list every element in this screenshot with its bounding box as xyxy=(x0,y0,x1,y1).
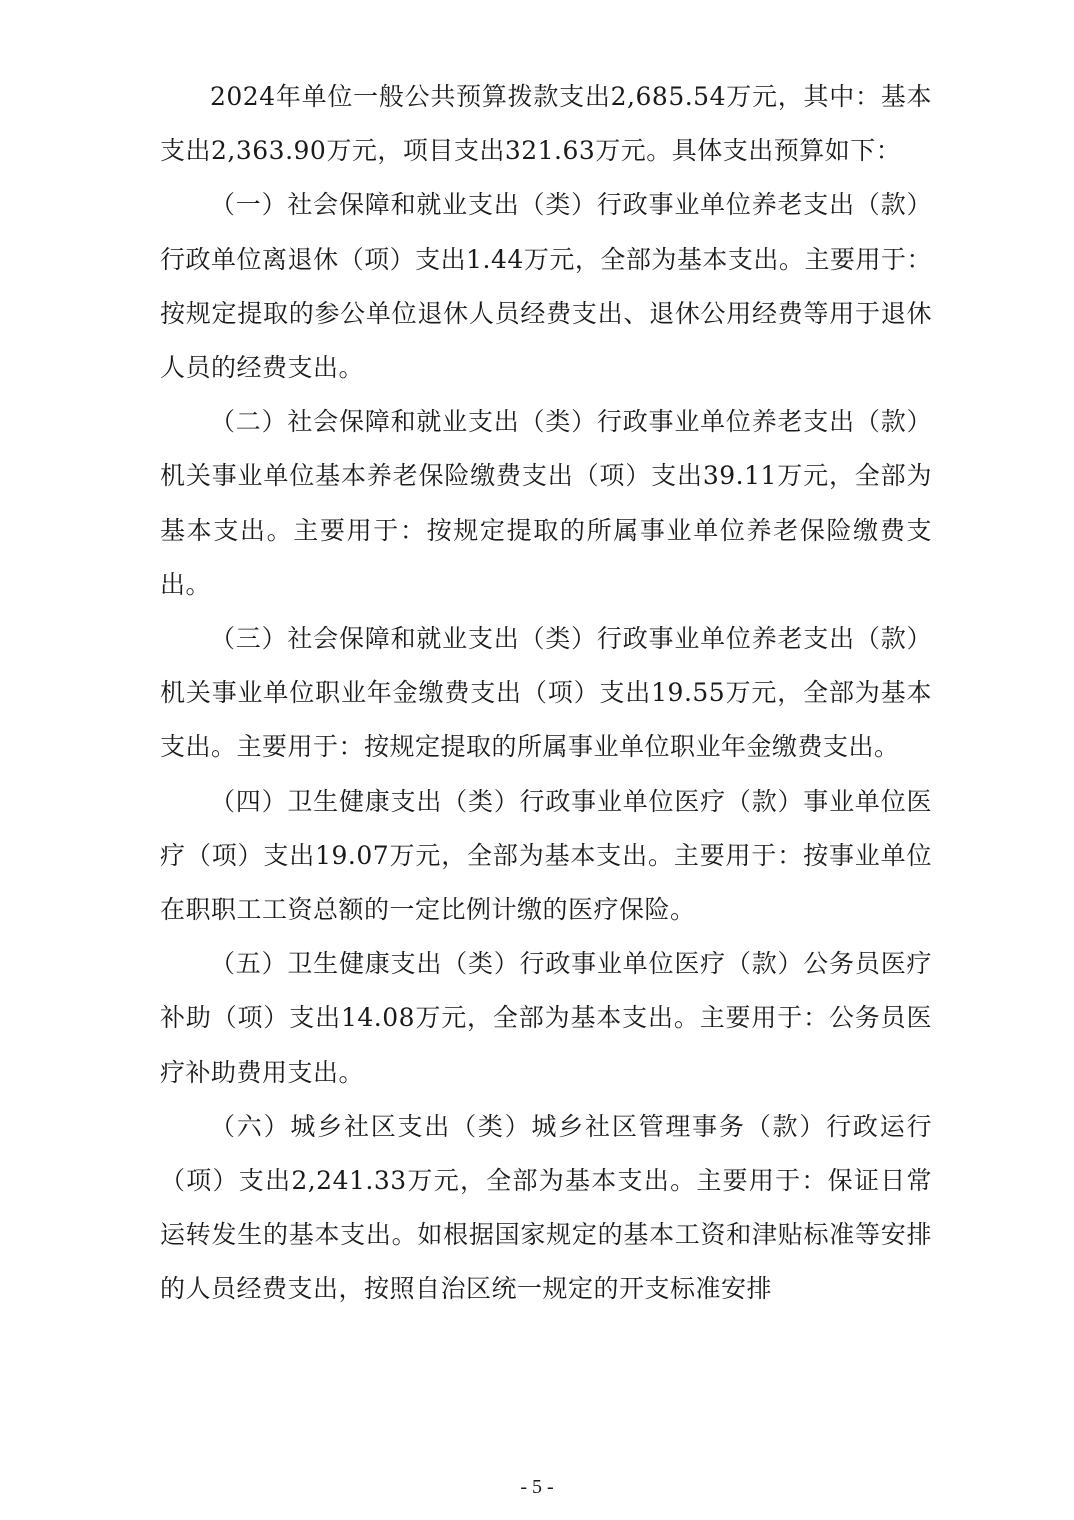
paragraph-item-5-civil-servant-medical: （五）卫生健康支出（类）行政事业单位医疗（款）公务员医疗补助（项）支出14.08万元，全部为基本支出。主要用于：公务员医疗补助费用支出。 xyxy=(160,949,932,1087)
paragraph-item-2-pension-insurance: （二）社会保障和就业支出（类）行政事业单位养老支出（款）机关事业单位基本养老保险缴费支出（项）支出39.11万元，全部为基本支出。主要用于：按规定提取的所属事业单位养老保险缴费支出。 xyxy=(160,407,932,599)
paragraph-item-1-retirement: （一）社会保障和就业支出（类）行政事业单位养老支出（款）行政单位离退休（项）支出1.44万元，全部为基本支出。主要用于：按规定提取的参公单位退休人员经费支出、退休公用经费等用于退休人员的经费支出。 xyxy=(160,190,932,383)
paragraph-budget-summary: 2024年单位一般公共预算拨款支出2,685.54万元，其中：基本支出2,363.90万元，项目支出321.63万元。具体支出预算如下： xyxy=(160,82,932,166)
paragraph-item-6-community-admin: （六）城乡社区支出（类）城乡社区管理事务（款）行政运行（项）支出2,241.33万元，全部为基本支出。主要用于：保证日常运转发生的基本支出。如根据国家规定的基本工资和津贴标准等安排的人员经费支出，按照自治区统一规定的开支标准安排 xyxy=(160,1111,932,1304)
page-number: - 5 - xyxy=(520,1476,554,1498)
paragraph-item-3-occupational-annuity: （三）社会保障和就业支出（类）行政事业单位养老支出（款）机关事业单位职业年金缴费支出（项）支出19.55万元，全部为基本支出。主要用于：按规定提取的所属事业单位职业年金缴费支出。 xyxy=(160,624,932,762)
document-body xyxy=(160,70,932,1317)
paragraph-item-4-institution-medical: （四）卫生健康支出（类）行政事业单位医疗（款）事业单位医疗（项）支出19.07万元，全部为基本支出。主要用于：按事业单位在职职工工资总额的一定比例计缴的医疗保险。 xyxy=(160,786,932,925)
